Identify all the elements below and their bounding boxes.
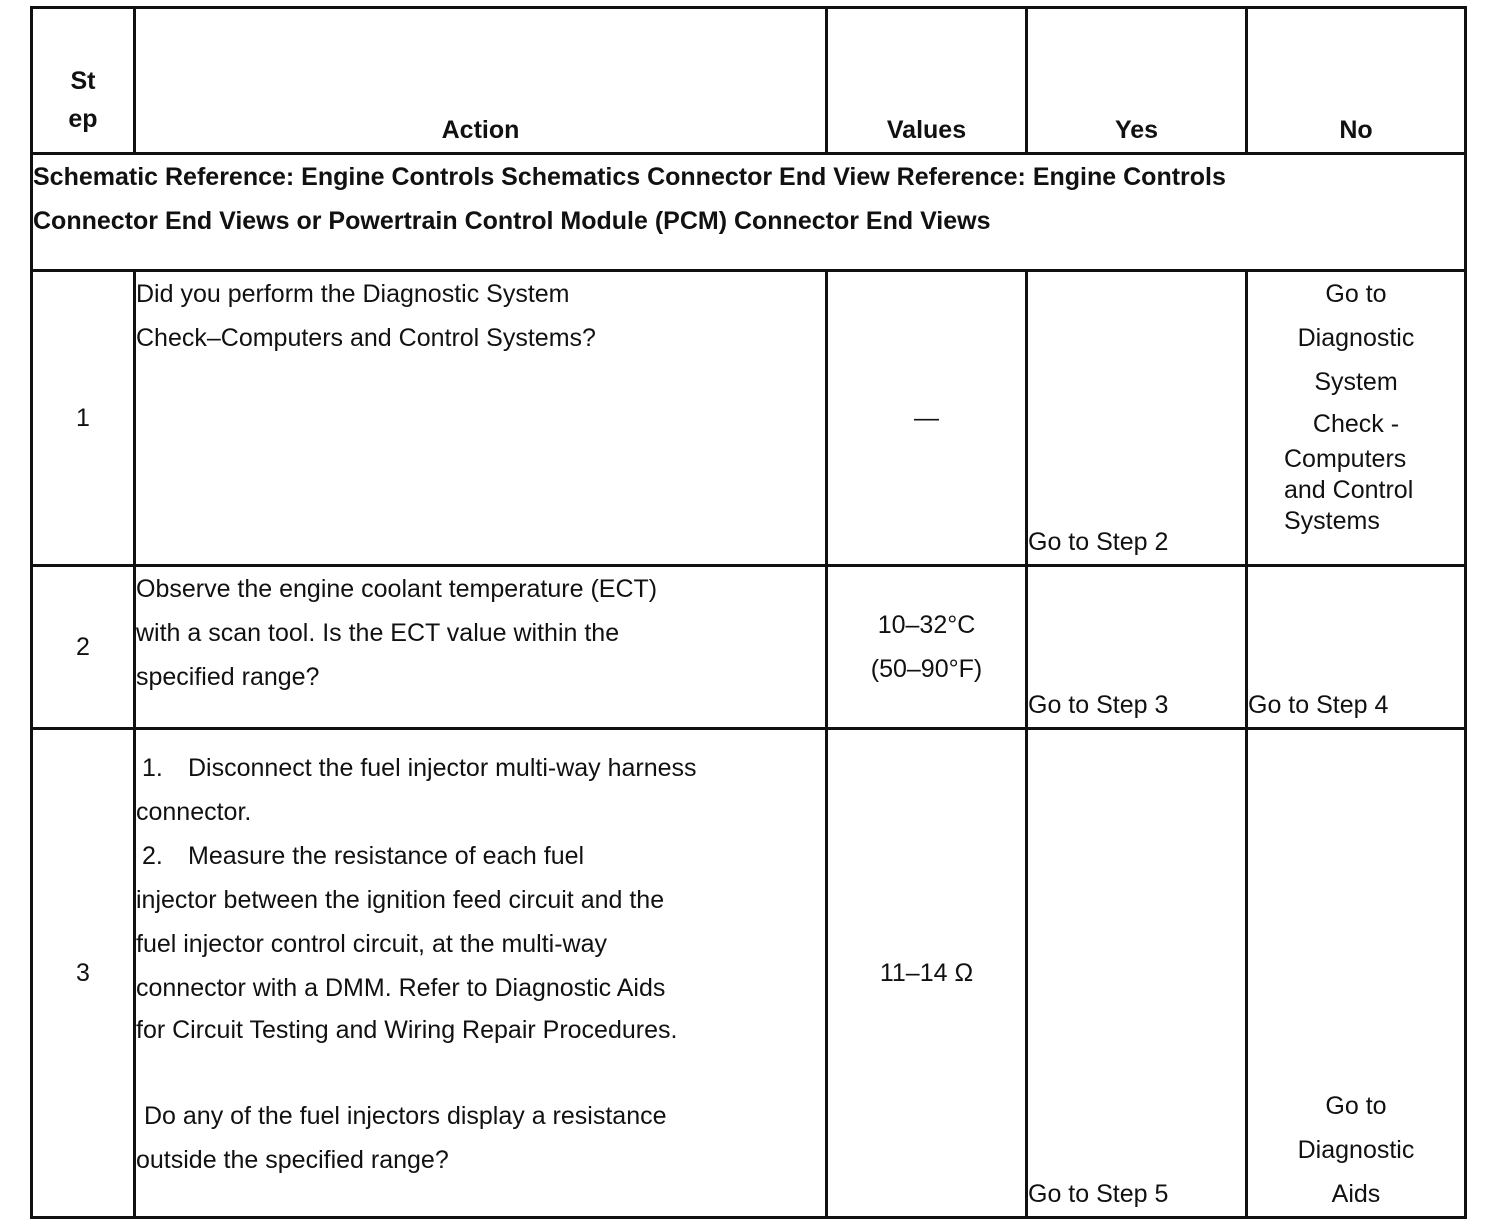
no-line: Aids xyxy=(1331,1180,1381,1208)
no-line: Diagnostic xyxy=(1297,1136,1415,1164)
header-no: No xyxy=(1247,8,1466,154)
header-yes: Yes xyxy=(1027,8,1247,154)
reference-line2: Connector End Views or Powertrain Control Module (PCM) Connector End Views xyxy=(33,207,991,235)
step-yes: Go to Step 2 xyxy=(1027,271,1247,566)
action-line: Check–Computers and Control Systems? xyxy=(136,324,596,352)
no-line: Diagnostic xyxy=(1297,324,1415,352)
list-number: 2. xyxy=(142,842,163,870)
step-number: 1 xyxy=(32,271,135,566)
action-line: connector. xyxy=(136,798,252,826)
step-no xyxy=(1247,729,1466,1218)
step-row-3 xyxy=(32,729,1466,1218)
header-values: Values xyxy=(827,8,1027,154)
list-item xyxy=(136,746,825,790)
header-step-line2: ep xyxy=(68,105,98,133)
action-line: Do any of the fuel injectors display a resistance xyxy=(144,1102,667,1130)
no-line: Computers xyxy=(1284,445,1407,473)
schematic-reference xyxy=(32,154,1466,271)
list-number: 1. xyxy=(142,754,163,782)
action-line: fuel injector control circuit, at the multi-way xyxy=(136,930,608,958)
values-line: 10–32°C xyxy=(877,611,976,639)
no-line: Check - xyxy=(1312,410,1400,438)
header-step-line1: St xyxy=(70,67,96,95)
step-yes: Go to Step 3 xyxy=(1027,566,1247,729)
action-line: outside the specified range? xyxy=(136,1146,449,1174)
step-row-2 xyxy=(32,566,1466,729)
step-row-1 xyxy=(32,271,1466,566)
no-line: and Control xyxy=(1284,476,1414,504)
diagnostic-table xyxy=(30,6,1467,1219)
action-line: Observe the engine coolant temperature (ECT) xyxy=(136,575,658,603)
step-yes: Go to Step 5 xyxy=(1027,729,1247,1218)
no-line: System xyxy=(1314,368,1398,396)
step-values: 11–14 Ω xyxy=(827,729,1027,1218)
header-action: Action xyxy=(135,8,827,154)
step-action xyxy=(135,729,827,1218)
action-line: injector between the ignition feed circuit and the xyxy=(136,886,665,914)
list-text: Disconnect the fuel injector multi-way harness xyxy=(188,754,697,782)
step-values xyxy=(827,566,1027,729)
action-line: Did you perform the Diagnostic System xyxy=(136,280,570,308)
list-text: Measure the resistance of each fuel xyxy=(188,842,585,870)
step-no xyxy=(1247,271,1466,566)
spacer xyxy=(136,1050,825,1094)
action-line: for Circuit Testing and Wiring Repair Procedures. xyxy=(136,1016,678,1044)
reference-row xyxy=(32,154,1466,271)
action-line: connector with a DMM. Refer to Diagnostic Aids xyxy=(136,974,666,1002)
step-no: Go to Step 4 xyxy=(1247,566,1466,729)
header-step xyxy=(32,8,135,154)
step-values: — xyxy=(827,271,1027,566)
no-line: Go to xyxy=(1325,1092,1387,1120)
list-item xyxy=(136,834,825,878)
reference-line1: Schematic Reference: Engine Controls Schematics Connector End View Reference: Engine Controls xyxy=(33,163,1226,191)
step-number: 3 xyxy=(32,729,135,1218)
header-row xyxy=(32,8,1466,154)
action-line: with a scan tool. Is the ECT value within the xyxy=(136,619,620,647)
step-action xyxy=(135,566,827,729)
values-line: (50–90°F) xyxy=(870,655,983,683)
step-number: 2 xyxy=(32,566,135,729)
no-line: Go to xyxy=(1325,280,1387,308)
no-line: Systems xyxy=(1284,507,1380,535)
action-line: specified range? xyxy=(136,663,320,691)
step-action xyxy=(135,271,827,566)
